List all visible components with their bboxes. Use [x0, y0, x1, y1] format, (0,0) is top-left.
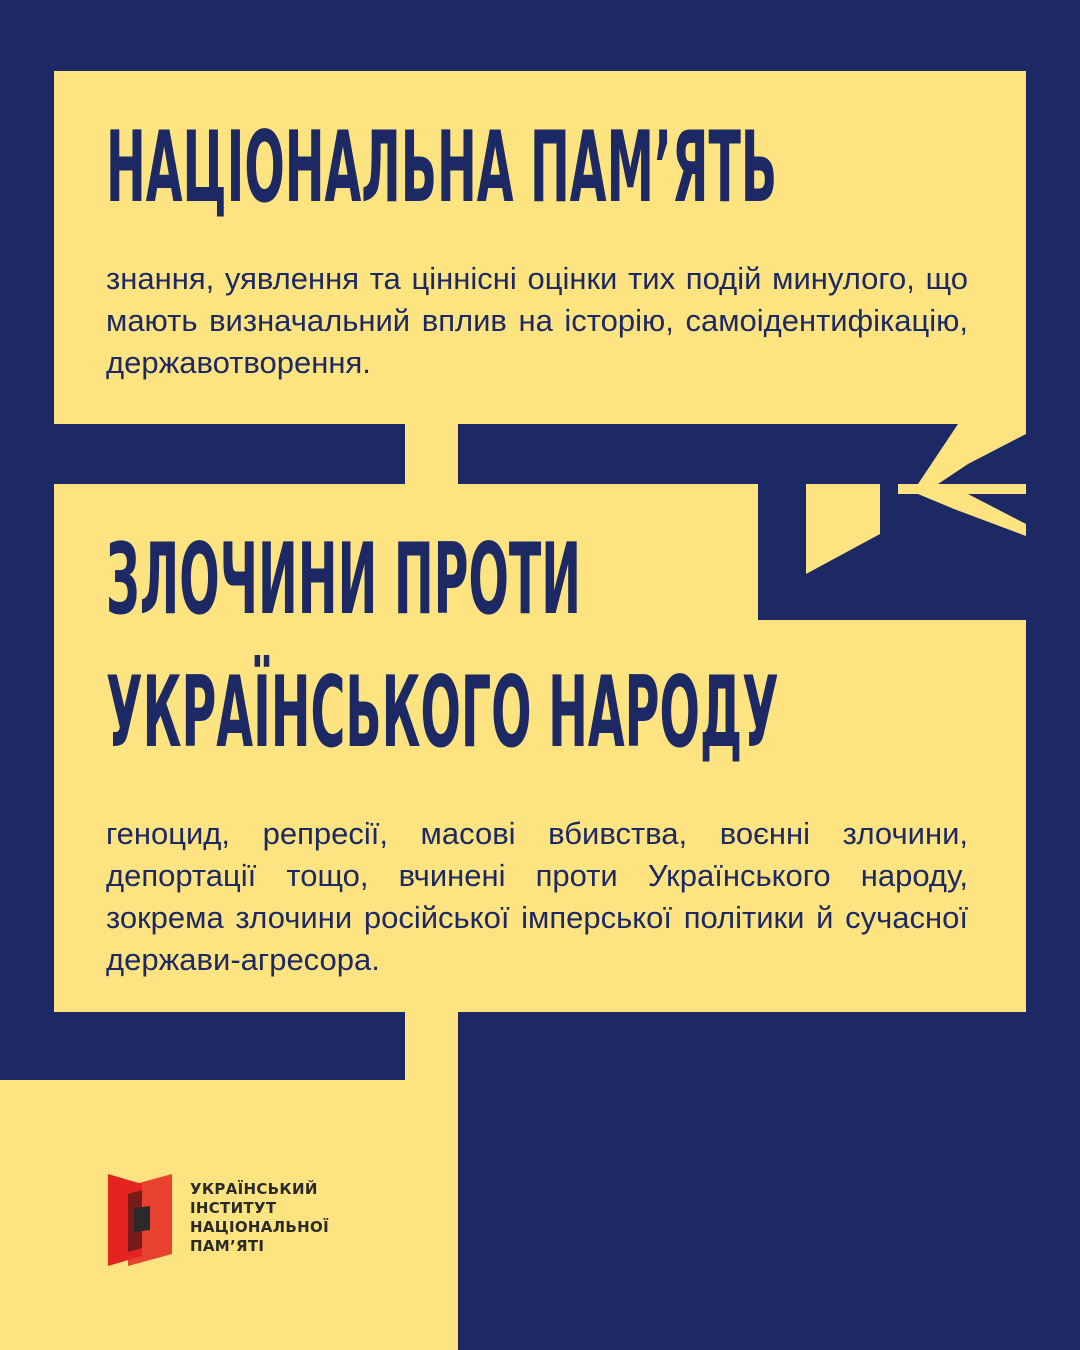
institute-name: [190, 1180, 329, 1256]
section1-definition: знання, уявлення та ціннісні оцінки тих подій минулого, що мають визначальний вплив на історію, самоідентифікацію, державотворення.: [106, 261, 968, 380]
section2-title-line1: ЗЛОЧИНИ ПРОТИ: [106, 521, 582, 637]
logo-line-4: ПАМ’ЯТІ: [190, 1237, 265, 1255]
panel-connector: [405, 424, 458, 484]
panel-connector-bottom: [405, 1012, 458, 1350]
institute-logo-icon: [108, 1172, 174, 1268]
section1-title: НАЦІОНАЛЬНА ПАМ’ЯТЬ: [106, 109, 778, 225]
logo-line-3: НАЦІОНАЛЬНОЇ: [190, 1218, 329, 1236]
logo-line-2: ІНСТИТУТ: [190, 1199, 277, 1217]
cross-arms: [758, 424, 1026, 620]
section2-title-line2: УКРАЇНСЬКОГО НАРОДУ: [106, 654, 779, 770]
logo-line-1: УКРАЇНСЬКИЙ: [190, 1180, 318, 1198]
section2-definition: геноцид, репресії, масові вбивства, воєнні злочини, депортації тощо, вчинені проти Українського народу, зокрема злочини російської імперської політики й сучасної держави-агресора.: [106, 816, 968, 977]
